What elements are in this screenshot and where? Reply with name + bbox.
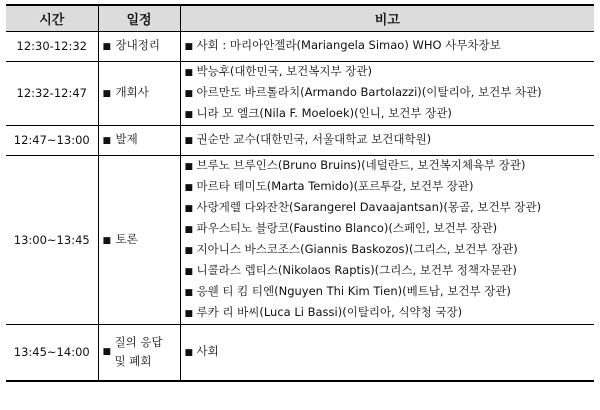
list-item <box>185 36 591 57</box>
notes-list <box>185 342 591 363</box>
square-bullet-icon: ■ <box>102 136 112 146</box>
square-bullet-icon: ■ <box>184 246 194 256</box>
table-row <box>6 325 594 381</box>
list-item <box>185 177 591 198</box>
agenda-label: 질의 응답 및 폐회 <box>114 335 163 369</box>
note-text: 권순만 교수(대한민국, 서울대학교 보건대학원) <box>196 132 432 146</box>
square-bullet-icon: ■ <box>184 347 194 358</box>
notes-list <box>185 156 591 324</box>
list-item <box>185 240 591 261</box>
note-text: 니라 모 엘크(Nila F. Moeloek)(인니, 보건부 장관) <box>196 106 452 120</box>
agenda-label: 발제 <box>115 132 138 146</box>
note-text: 니콜라스 렙티스(Nikolaos Raptis)(그리스, 보건부 정책자문관) <box>196 263 517 277</box>
square-bullet-icon: ■ <box>184 162 194 172</box>
notes-cell <box>180 156 594 325</box>
square-bullet-icon: ■ <box>184 136 194 146</box>
square-bullet-icon: ■ <box>184 68 194 78</box>
note-text: 지아니스 바스코조스(Giannis Baskozos)(그리스, 보건부 장관) <box>196 242 518 256</box>
notes-cell <box>180 126 594 156</box>
list-item <box>185 219 591 240</box>
square-bullet-icon: ■ <box>184 204 194 214</box>
list-item <box>185 198 591 219</box>
note-text: 사회 : 마리아안젤라(Mariangela Simao) WHO 사무차장보 <box>196 38 501 52</box>
square-bullet-icon: ■ <box>102 89 112 99</box>
list-item <box>185 342 591 363</box>
agenda-cell <box>98 156 180 325</box>
notes-list <box>185 130 591 151</box>
list-item <box>185 156 591 177</box>
notes-cell <box>180 32 594 62</box>
note-text: 아르만도 바르톨라치(Armando Bartolazzi)(이탈리아, 보건부 차관) <box>196 85 542 99</box>
time-cell: 12:47~13:00 <box>6 126 98 156</box>
square-bullet-icon: ■ <box>102 42 112 52</box>
list-item <box>185 62 591 83</box>
notes-cell <box>180 62 594 126</box>
square-bullet-icon: ■ <box>102 346 112 357</box>
square-bullet-icon: ■ <box>184 225 194 235</box>
square-bullet-icon: ■ <box>184 309 194 319</box>
time-cell: 12:30-12:32 <box>6 32 98 62</box>
table-row <box>6 156 594 325</box>
agenda-cell <box>98 32 180 62</box>
time-cell: 13:00~13:45 <box>6 156 98 325</box>
agenda-cell <box>98 126 180 156</box>
list-item <box>185 282 591 303</box>
square-bullet-icon: ■ <box>184 42 194 52</box>
header-row <box>6 5 594 32</box>
schedule-table <box>6 4 594 382</box>
list-item <box>185 303 591 324</box>
note-text: 파우스티노 블랑코(Faustino Blanco)(스페인, 보건부 장관) <box>196 221 498 235</box>
agenda-label: 개회사 <box>115 85 149 99</box>
notes-list <box>185 36 591 57</box>
agenda-label: 장내정리 <box>115 38 160 52</box>
list-item <box>185 130 591 151</box>
note-text: 사회 <box>196 343 219 358</box>
notes-list <box>185 62 591 125</box>
square-bullet-icon: ■ <box>184 89 194 99</box>
note-text: 응웬 티 킴 티엔(Nguyen Thi Kim Tien)(베트남, 보건부 장관) <box>196 284 511 298</box>
header-time: 시간 <box>6 5 98 32</box>
note-text: 브루노 브루인스(Bruno Bruins)(네덜란드, 보건복지체육부 장관) <box>196 158 526 172</box>
square-bullet-icon: ■ <box>102 235 112 246</box>
note-text: 사랑게렐 다와잔찬(Sarangerel Davaajantsan)(몽골, 보건부 장관) <box>196 200 542 214</box>
table-row <box>6 62 594 126</box>
list-item <box>185 83 591 104</box>
square-bullet-icon: ■ <box>184 110 194 120</box>
agenda-cell <box>98 325 180 381</box>
agenda-cell <box>98 62 180 126</box>
list-item <box>185 261 591 282</box>
time-cell: 13:45~14:00 <box>6 325 98 381</box>
table-row <box>6 32 594 62</box>
list-item <box>185 104 591 125</box>
agenda-label: 토론 <box>115 231 138 246</box>
time-cell: 12:32-12:47 <box>6 62 98 126</box>
header-agenda: 일정 <box>98 5 180 32</box>
note-text: 마르타 테미도(Marta Temido)(포르투갈, 보건부 장관) <box>196 179 474 193</box>
table-row <box>6 126 594 156</box>
square-bullet-icon: ■ <box>184 267 194 277</box>
square-bullet-icon: ■ <box>184 183 194 193</box>
note-text: 박능후(대한민국, 보건복지부 장관) <box>196 64 372 78</box>
square-bullet-icon: ■ <box>184 288 194 298</box>
note-text: 루카 리 바씨(Luca Li Bassi)(이탈리아, 식약청 국장) <box>196 305 463 319</box>
notes-cell <box>180 325 594 381</box>
header-notes: 비고 <box>180 5 594 32</box>
